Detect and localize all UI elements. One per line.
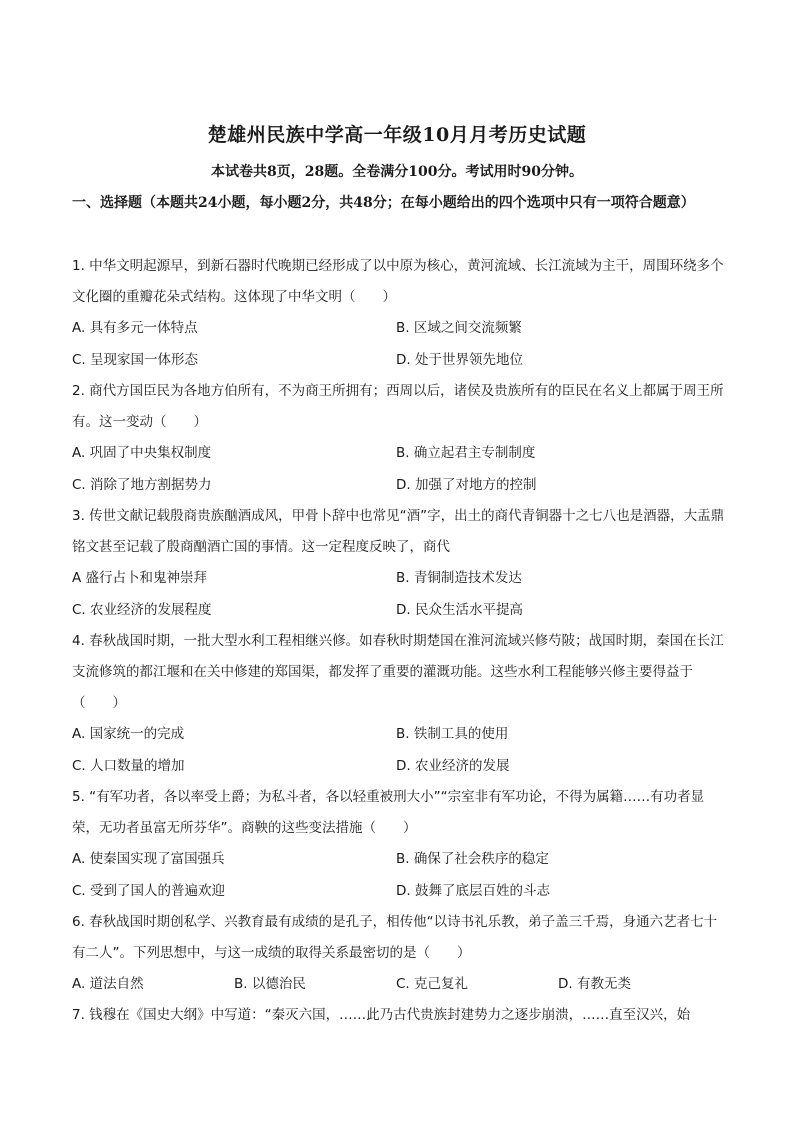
option-d: D. 鼓舞了底层百姓的斗志 (396, 883, 550, 899)
option-c: C. 农业经济的发展程度 (72, 602, 212, 618)
question-stem: 5. “有军功者，各以率受上爵；为私斗者，各以轻重被刑大小”“宗室非有军功论，不得为属籍……有功者显荣，无功者虽富无所芬华”。商鞅的这些变法措施（ ） (72, 789, 705, 836)
option-d: D. 有教无类 (558, 976, 631, 992)
option-d: D. 加强了对地方的控制 (396, 477, 537, 493)
option-a: A 盛行占卜和鬼神崇拜 (72, 570, 208, 586)
option-d: D. 处于世界领先地位 (396, 352, 523, 368)
question-stem: 6. 春秋战国时期创私学、兴教育最有成绩的是孔子，相传他“以诗书礼乐教，弟子盖三千焉，身通六艺者七十有二人”。下列思想中，与这一成绩的取得关系最密切的是（ ） (72, 914, 718, 961)
option-b: B. 确保了社会秩序的稳定 (396, 851, 549, 867)
question-stem: 2. 商代方国臣民为各地方伯所有，不为商王所拥有；西周以后，诸侯及贵族所有的臣民在名义上都属于周王所有。这一变动（ ） (72, 383, 724, 430)
option-c: C. 克己复礼 (396, 976, 469, 992)
question-stem: 1. 中华文明起源早，到新石器时代晚期已经形成了以中原为核心，黄河流域、长江流域为主干，周围环绕多个文化圈的重瓣花朵式结构。这体现了中华文明（ ） (72, 258, 724, 305)
exam-title: 楚雄州民族中学高一年级10月月考历史试题 (207, 124, 587, 146)
option-b: B. 确立起君主专制制度 (396, 445, 536, 461)
option-a: A. 国家统一的完成 (72, 726, 185, 742)
option-a: A. 具有多元一体特点 (72, 320, 198, 336)
option-b: B. 青铜制造技术发达 (396, 570, 522, 586)
option-b: B. 区域之间交流频繁 (396, 320, 522, 336)
question-stem: 3. 传世文献记载殷商贵族酗酒成风，甲骨卜辞中也常见“酒”字，出土的商代青铜器十之七八也是酒器，大盂鼎铭文甚至记载了殷商酗酒亡国的事情。这一定程度反映了，商代 (72, 508, 725, 555)
option-a: A. 巩固了中央集权制度 (72, 445, 212, 461)
option-c: C. 呈现家国一体形态 (72, 352, 199, 368)
question-stem: 4. 春秋战国时期，一批大型水利工程相继兴修。如春秋时期楚国在淮河流域兴修芍陂；战国时期，秦国在长江支流修筑的都江堰和在关中修建的郑国渠，都发挥了重要的灌溉功能。这些水利工程能够兴修主要得益于（ ） (72, 633, 724, 711)
option-a: A. 道法自然 (72, 976, 144, 992)
option-d: D. 农业经济的发展 (396, 758, 510, 774)
option-a: A. 使秦国实现了富国强兵 (72, 851, 225, 867)
option-c: C. 人口数量的增加 (72, 758, 185, 774)
question-stem: 7. 钱穆在《国史大纲》中写道：“秦灭六国，……此乃古代贵族封建势力之逐步崩溃，……直至汉兴，始 (72, 1007, 691, 1023)
exam-subtitle: 本试卷共8页，28题。全卷满分100分。考试用时90分钟。 (211, 164, 583, 180)
option-c: C. 消除了地方割据势力 (72, 477, 212, 493)
option-b: B. 铁制工具的使用 (396, 726, 509, 742)
section-heading: 一、选择题（本题共24小题，每小题2分，共48分；在每小题给出的四个选项中只有一项符合题意） (72, 195, 695, 211)
option-d: D. 民众生活水平提高 (396, 602, 523, 618)
option-b: B. 以德治民 (234, 976, 306, 992)
option-c: C. 受到了国人的普遍欢迎 (72, 883, 226, 899)
